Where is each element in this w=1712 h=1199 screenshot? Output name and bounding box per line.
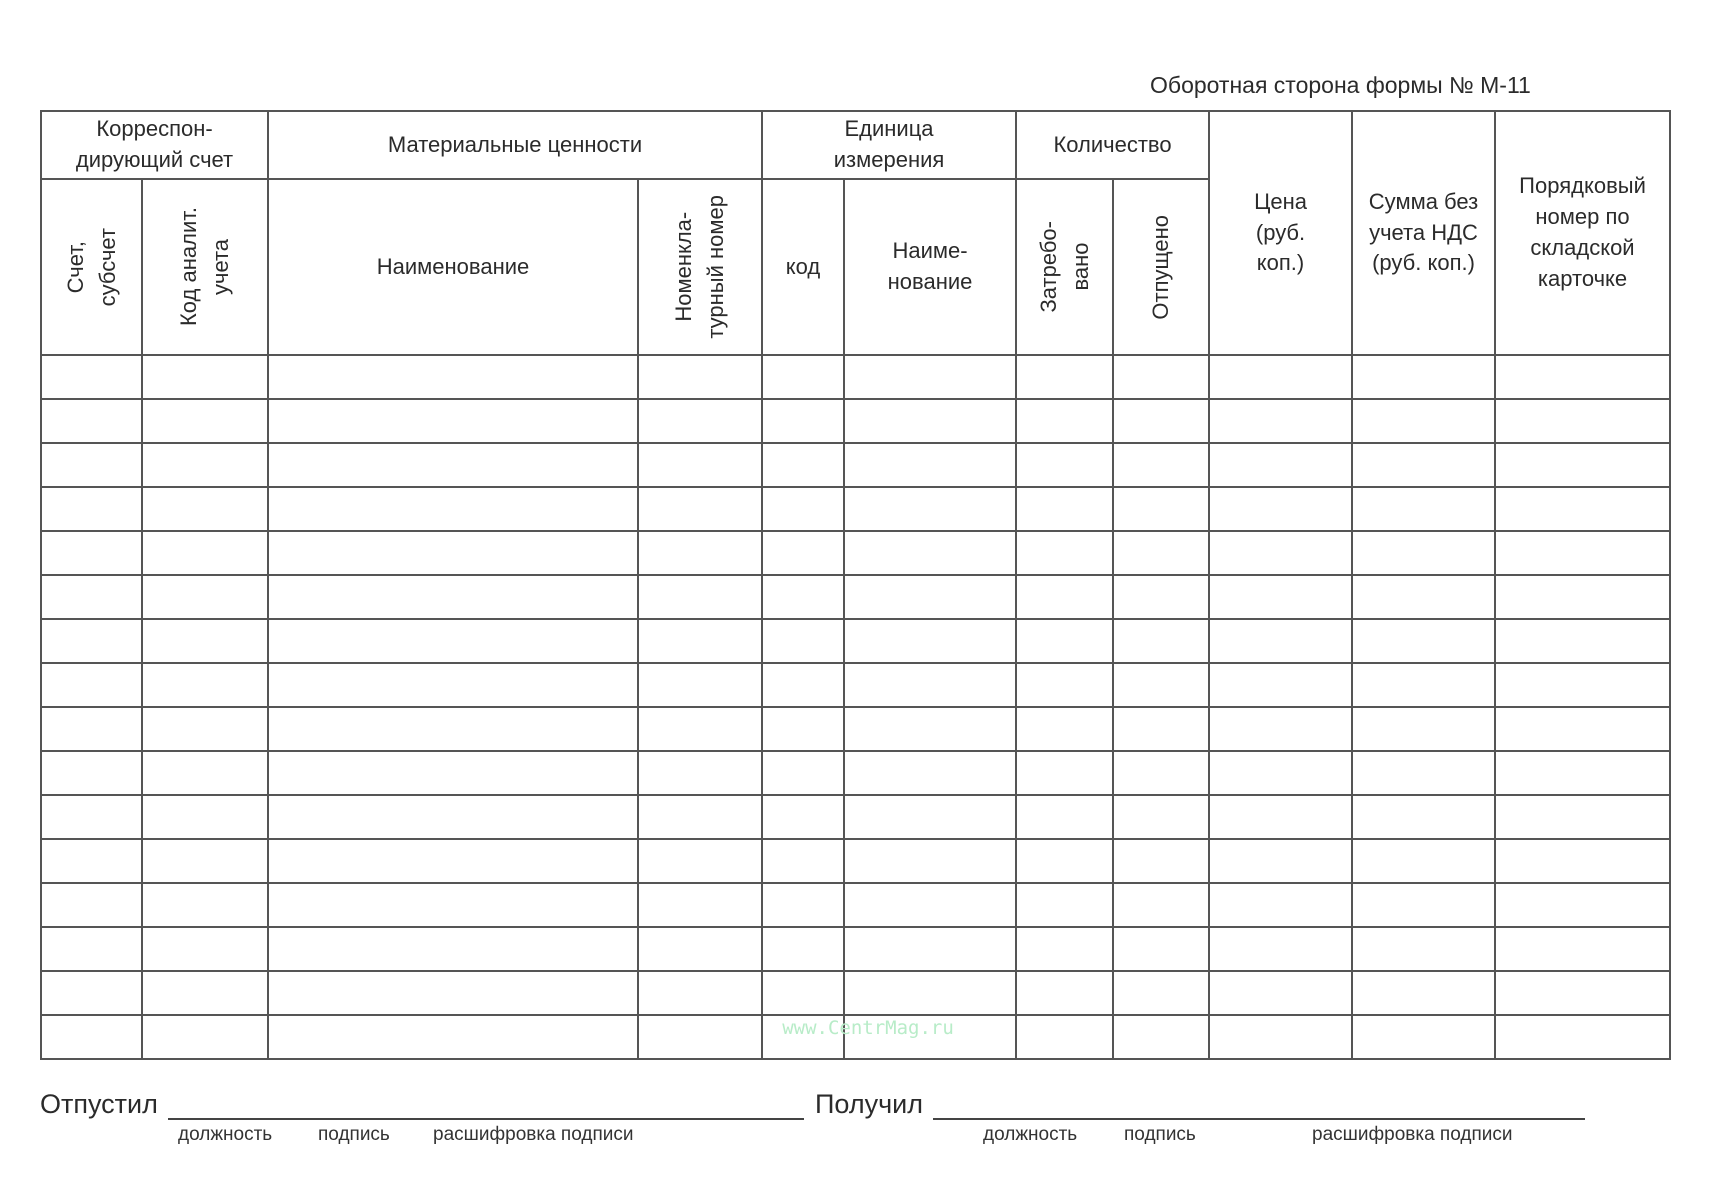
- released-by-line[interactable]: [168, 1090, 804, 1120]
- header-analytic-code-cell: [142, 179, 268, 355]
- released-hint-signature: подпись: [318, 1124, 390, 1145]
- table-cell[interactable]: [1352, 1015, 1495, 1059]
- table-cell[interactable]: [142, 575, 268, 619]
- table-cell[interactable]: [638, 1015, 762, 1059]
- table-cell[interactable]: [41, 355, 142, 399]
- table-cell[interactable]: [1352, 707, 1495, 751]
- table-cell[interactable]: [1113, 531, 1209, 575]
- table-cell[interactable]: [41, 707, 142, 751]
- released-hint-position: должность: [178, 1124, 273, 1145]
- table-cell[interactable]: [41, 927, 142, 971]
- table-cell[interactable]: [1209, 971, 1352, 1015]
- header-requested: Затребо- вано: [1035, 221, 1093, 313]
- table-cell[interactable]: [844, 927, 1016, 971]
- table-cell[interactable]: [142, 1015, 268, 1059]
- received-hint-decoding: расшифровка подписи: [1312, 1124, 1513, 1145]
- header-requested-cell: [1016, 179, 1113, 355]
- table-cell[interactable]: [268, 707, 638, 751]
- table-cell[interactable]: [638, 619, 762, 663]
- table-cell[interactable]: [1113, 927, 1209, 971]
- table-cell[interactable]: [142, 839, 268, 883]
- table-cell[interactable]: [41, 487, 142, 531]
- table-cell[interactable]: [762, 355, 844, 399]
- table-cell[interactable]: [1209, 531, 1352, 575]
- table-cell[interactable]: [844, 839, 1016, 883]
- table-cell[interactable]: [1113, 399, 1209, 443]
- table-cell[interactable]: [142, 663, 268, 707]
- table-cell[interactable]: [268, 355, 638, 399]
- table-cell[interactable]: [1352, 399, 1495, 443]
- table-cell[interactable]: [1352, 883, 1495, 927]
- table-cell[interactable]: [762, 575, 844, 619]
- table-cell[interactable]: [762, 443, 844, 487]
- table-cell[interactable]: [762, 707, 844, 751]
- table-cell[interactable]: [1352, 443, 1495, 487]
- form-title: Оборотная сторона формы № М-11: [1150, 72, 1531, 98]
- released-by-signature: [40, 1080, 804, 1120]
- table-cell[interactable]: [41, 663, 142, 707]
- table-cell[interactable]: [268, 399, 638, 443]
- table-cell[interactable]: [1209, 663, 1352, 707]
- table-cell[interactable]: [1495, 971, 1670, 1015]
- table-cell[interactable]: [1113, 575, 1209, 619]
- table-cell[interactable]: [41, 839, 142, 883]
- table-cell[interactable]: [41, 575, 142, 619]
- table-cell[interactable]: [41, 971, 142, 1015]
- table-cell[interactable]: [1352, 795, 1495, 839]
- table-row: [41, 883, 1670, 927]
- header-analytic-code: Код аналит. учета: [176, 207, 233, 327]
- table-cell[interactable]: [41, 751, 142, 795]
- table-row: [41, 927, 1670, 971]
- header-card-number: Порядковый номер по складской карточке: [1495, 111, 1670, 355]
- table-cell[interactable]: [1016, 355, 1113, 399]
- header-unit-of-measure: Единица измерения: [762, 111, 1016, 179]
- table-cell[interactable]: [142, 531, 268, 575]
- table-cell[interactable]: [638, 399, 762, 443]
- table-cell[interactable]: [1352, 971, 1495, 1015]
- table-cell[interactable]: [268, 487, 638, 531]
- table-cell[interactable]: [1495, 1015, 1670, 1059]
- header-price: Цена (руб. коп.): [1209, 111, 1352, 355]
- table-row: [41, 575, 1670, 619]
- header-released: Отпущено: [1148, 214, 1174, 320]
- table-cell[interactable]: [41, 399, 142, 443]
- table-cell[interactable]: [638, 927, 762, 971]
- received-hint-position: должность: [983, 1124, 1078, 1145]
- table-cell[interactable]: [638, 443, 762, 487]
- table-row: [41, 839, 1670, 883]
- table-cell[interactable]: [268, 443, 638, 487]
- header-material-values: Материальные ценности: [268, 111, 762, 179]
- table-cell[interactable]: [1113, 971, 1209, 1015]
- table-cell[interactable]: [1495, 531, 1670, 575]
- table-cell[interactable]: [1352, 927, 1495, 971]
- table-row: [41, 531, 1670, 575]
- table-cell[interactable]: [762, 927, 844, 971]
- table-cell[interactable]: [638, 795, 762, 839]
- table-cell[interactable]: [844, 707, 1016, 751]
- table-cell[interactable]: [1016, 795, 1113, 839]
- received-by-signature: [815, 1080, 1585, 1120]
- released-by-label: Отпустил: [40, 1089, 158, 1119]
- table-cell[interactable]: [1495, 707, 1670, 751]
- table-cell[interactable]: [1016, 575, 1113, 619]
- table-cell[interactable]: [268, 795, 638, 839]
- table-cell[interactable]: [1209, 399, 1352, 443]
- table-cell[interactable]: [1209, 1015, 1352, 1059]
- table-cell[interactable]: [268, 839, 638, 883]
- table-cell[interactable]: [1209, 443, 1352, 487]
- table-cell[interactable]: [1209, 355, 1352, 399]
- header-nomenclature-cell: [638, 179, 762, 355]
- table-cell[interactable]: [1016, 971, 1113, 1015]
- table-cell[interactable]: [1016, 1015, 1113, 1059]
- table-cell[interactable]: [844, 399, 1016, 443]
- header-quantity: Количество: [1016, 111, 1209, 179]
- table-cell[interactable]: [268, 971, 638, 1015]
- table-cell[interactable]: [1016, 707, 1113, 751]
- table-cell[interactable]: [1495, 355, 1670, 399]
- table-cell[interactable]: [1209, 751, 1352, 795]
- table-cell[interactable]: [1016, 531, 1113, 575]
- table-cell[interactable]: [844, 443, 1016, 487]
- table-cell[interactable]: [1113, 443, 1209, 487]
- watermark: www.CentrMag.ru: [782, 1017, 954, 1039]
- table-cell[interactable]: [638, 751, 762, 795]
- table-cell[interactable]: [1209, 883, 1352, 927]
- header-item-name: Наименование: [268, 179, 638, 355]
- table-cell[interactable]: [1495, 575, 1670, 619]
- table-cell[interactable]: [1352, 355, 1495, 399]
- table-row: [41, 443, 1670, 487]
- table-cell[interactable]: [1495, 927, 1670, 971]
- table-cell[interactable]: [41, 795, 142, 839]
- table-cell[interactable]: [1209, 795, 1352, 839]
- header-account: Счет, субсчет: [62, 227, 120, 307]
- header-unit-code: код: [762, 179, 844, 355]
- table-cell[interactable]: [638, 355, 762, 399]
- table-cell[interactable]: [142, 927, 268, 971]
- table-cell[interactable]: [1495, 839, 1670, 883]
- table-cell[interactable]: [1495, 751, 1670, 795]
- table-row: [41, 355, 1670, 399]
- table-row: [41, 751, 1670, 795]
- table-cell[interactable]: [1113, 663, 1209, 707]
- table-cell[interactable]: [142, 883, 268, 927]
- table-cell[interactable]: [844, 355, 1016, 399]
- table-cell[interactable]: [1352, 487, 1495, 531]
- table-cell[interactable]: [268, 663, 638, 707]
- table-cell[interactable]: [1113, 839, 1209, 883]
- table-cell[interactable]: [844, 795, 1016, 839]
- table-cell[interactable]: [1016, 443, 1113, 487]
- table-row: [41, 707, 1670, 751]
- table-cell[interactable]: [762, 751, 844, 795]
- table-cell[interactable]: [762, 399, 844, 443]
- table-cell[interactable]: [638, 883, 762, 927]
- received-hint-signature: подпись: [1124, 1124, 1196, 1145]
- table-row: [41, 795, 1670, 839]
- table-cell[interactable]: [1113, 707, 1209, 751]
- table-cell[interactable]: [1352, 619, 1495, 663]
- table-cell[interactable]: [1113, 619, 1209, 663]
- table-cell[interactable]: [142, 399, 268, 443]
- materials-table: [40, 110, 1671, 1060]
- table-cell[interactable]: [638, 575, 762, 619]
- table-cell[interactable]: [1113, 355, 1209, 399]
- table-cell[interactable]: [1113, 751, 1209, 795]
- table-cell[interactable]: [142, 971, 268, 1015]
- table-cell[interactable]: [762, 883, 844, 927]
- table-cell[interactable]: [41, 443, 142, 487]
- table-cell[interactable]: [844, 487, 1016, 531]
- table-cell[interactable]: [1495, 487, 1670, 531]
- table-cell[interactable]: [142, 355, 268, 399]
- header-correspondent-account: Корреспон- дирующий счет: [41, 111, 268, 179]
- table-cell[interactable]: [142, 795, 268, 839]
- table-cell[interactable]: [1113, 795, 1209, 839]
- table-cell[interactable]: [762, 663, 844, 707]
- table-cell[interactable]: [1016, 487, 1113, 531]
- header-released-cell: [1113, 179, 1209, 355]
- table-cell[interactable]: [142, 487, 268, 531]
- table-cell[interactable]: [1352, 531, 1495, 575]
- table-cell[interactable]: [1495, 443, 1670, 487]
- table-cell[interactable]: [844, 663, 1016, 707]
- table-cell[interactable]: [41, 1015, 142, 1059]
- table-cell[interactable]: [762, 531, 844, 575]
- table-cell[interactable]: [142, 707, 268, 751]
- table-cell[interactable]: [1495, 663, 1670, 707]
- table-cell[interactable]: [1209, 575, 1352, 619]
- table-row: [41, 487, 1670, 531]
- table-cell[interactable]: [762, 619, 844, 663]
- table-cell[interactable]: [1352, 751, 1495, 795]
- table-cell[interactable]: [268, 1015, 638, 1059]
- table-cell[interactable]: [638, 487, 762, 531]
- table-cell[interactable]: [1113, 1015, 1209, 1059]
- table-cell[interactable]: [844, 751, 1016, 795]
- table-row: [41, 663, 1670, 707]
- table-cell[interactable]: [268, 531, 638, 575]
- released-hint-decoding: расшифровка подписи: [433, 1124, 634, 1145]
- header-nomenclature-number: Номенкла- турный номер: [671, 195, 729, 339]
- table-cell[interactable]: [41, 619, 142, 663]
- table-cell[interactable]: [1352, 839, 1495, 883]
- table-cell[interactable]: [1495, 795, 1670, 839]
- table-cell[interactable]: [762, 839, 844, 883]
- table-cell[interactable]: [1352, 663, 1495, 707]
- header-unit-name: Наиме- нование: [844, 179, 1016, 355]
- table-cell[interactable]: [1209, 839, 1352, 883]
- received-by-label: Получил: [815, 1089, 923, 1119]
- table-cell[interactable]: [638, 839, 762, 883]
- table-cell[interactable]: [268, 883, 638, 927]
- table-cell[interactable]: [762, 971, 844, 1015]
- table-cell[interactable]: [1016, 839, 1113, 883]
- table-cell[interactable]: [268, 575, 638, 619]
- table-cell[interactable]: [638, 971, 762, 1015]
- table-cell[interactable]: [268, 751, 638, 795]
- received-by-line[interactable]: [933, 1090, 1585, 1120]
- table-cell[interactable]: [844, 619, 1016, 663]
- table-cell[interactable]: [1352, 575, 1495, 619]
- table-cell[interactable]: [1495, 399, 1670, 443]
- table-cell[interactable]: [844, 575, 1016, 619]
- table-cell[interactable]: [142, 619, 268, 663]
- table-cell[interactable]: [638, 663, 762, 707]
- table-cell[interactable]: [844, 883, 1016, 927]
- table-cell[interactable]: [1016, 751, 1113, 795]
- table-cell[interactable]: [844, 531, 1016, 575]
- table-cell[interactable]: [41, 531, 142, 575]
- table-cell[interactable]: [844, 971, 1016, 1015]
- table-row: [41, 399, 1670, 443]
- table-cell[interactable]: [1113, 487, 1209, 531]
- table-cell[interactable]: [1209, 707, 1352, 751]
- table-cell[interactable]: [1016, 663, 1113, 707]
- table-body: [41, 355, 1670, 1059]
- table-cell[interactable]: [1016, 927, 1113, 971]
- header-amount-no-vat: Сумма без учета НДС (руб. коп.): [1352, 111, 1495, 355]
- table-cell[interactable]: [268, 619, 638, 663]
- table-cell[interactable]: [1016, 399, 1113, 443]
- table-cell[interactable]: [1209, 619, 1352, 663]
- table-cell[interactable]: [1113, 883, 1209, 927]
- table-cell[interactable]: [268, 927, 638, 971]
- table-row: [41, 971, 1670, 1015]
- table-cell[interactable]: [762, 795, 844, 839]
- table-cell[interactable]: [638, 531, 762, 575]
- table-cell[interactable]: [1016, 619, 1113, 663]
- table-cell[interactable]: [638, 707, 762, 751]
- table-cell[interactable]: [1495, 619, 1670, 663]
- table-cell[interactable]: [1209, 927, 1352, 971]
- table-cell[interactable]: [142, 751, 268, 795]
- table-cell[interactable]: [1016, 883, 1113, 927]
- header-account-cell: [41, 179, 142, 355]
- table-row: [41, 619, 1670, 663]
- table-cell[interactable]: [1209, 487, 1352, 531]
- table-cell[interactable]: [1495, 883, 1670, 927]
- table-cell[interactable]: [41, 883, 142, 927]
- table-cell[interactable]: [142, 443, 268, 487]
- table-cell[interactable]: [762, 487, 844, 531]
